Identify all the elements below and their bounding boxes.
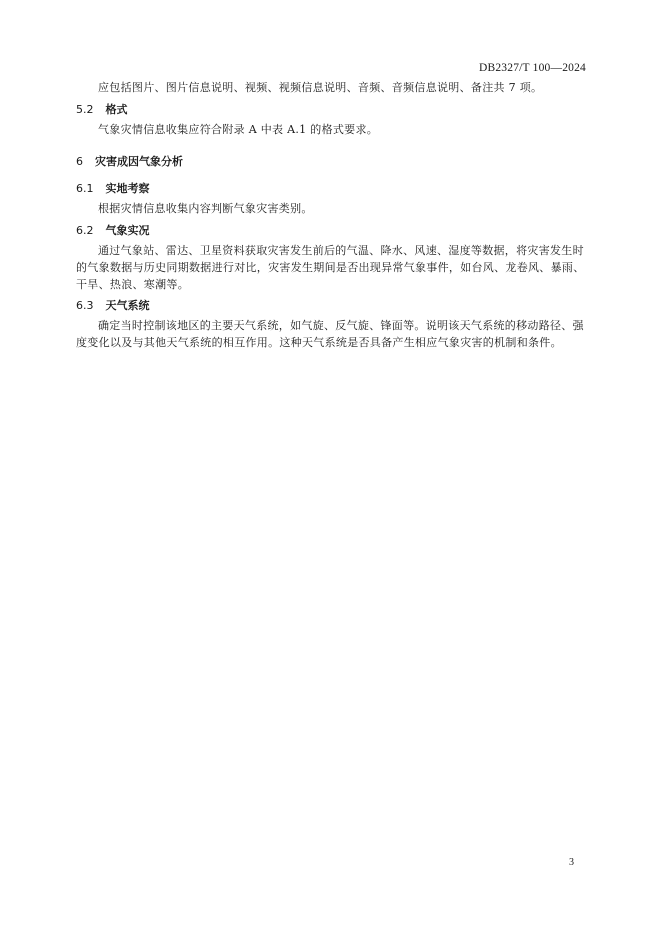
section-title: 天气系统 [105, 299, 150, 312]
section-title: 灾害成因气象分析 [95, 155, 183, 168]
section-number: 6 [76, 155, 83, 168]
section-6-1-heading [76, 180, 150, 196]
section-6-2-heading [76, 222, 150, 238]
section-6-heading [76, 153, 183, 169]
section-6-3-heading [76, 297, 150, 313]
section-title: 气象实况 [105, 224, 150, 237]
section-6-1-text: 根据灾情信息收集内容判断气象灾害类别。 [98, 202, 313, 215]
section-5-2-text: 气象灾情信息收集应符合附录 A 中表 A.1 的格式要求。 [98, 123, 379, 136]
intro-line: 应包括图片、图片信息说明、视频、视频信息说明、音频、音频信息说明、备注共 7 项。 [98, 81, 543, 94]
section-number: 6.3 [76, 299, 94, 312]
section-number: 6.1 [76, 182, 94, 195]
section-title: 实地考察 [105, 182, 150, 195]
section-6-3-text: 确定当时控制该地区的主要天气系统，如气旋、反气旋、锋面等。说明该天气系统的移动路径、强度变化以及与其他天气系统的相互作用。这种天气系统是否具备产生相应气象灾害的机制和条件。 [76, 319, 584, 349]
page-number: 3 [569, 857, 574, 868]
document-code: DB2327/T 100—2024 [478, 62, 586, 74]
section-title: 格式 [105, 103, 128, 116]
section-number: 6.2 [76, 224, 94, 237]
section-number: 5.2 [76, 103, 94, 116]
section-5-2-heading [76, 101, 128, 117]
section-6-2-text: 通过气象站、雷达、卫星资料获取灾害发生前后的气温、降水、风速、湿度等数据，将灾害发生时的气象数据与历史同期数据进行对比，灾害发生期间是否出现异常气象事件，如台风、龙卷风、暴雨、干旱、热浪、寒潮等。 [76, 244, 585, 291]
